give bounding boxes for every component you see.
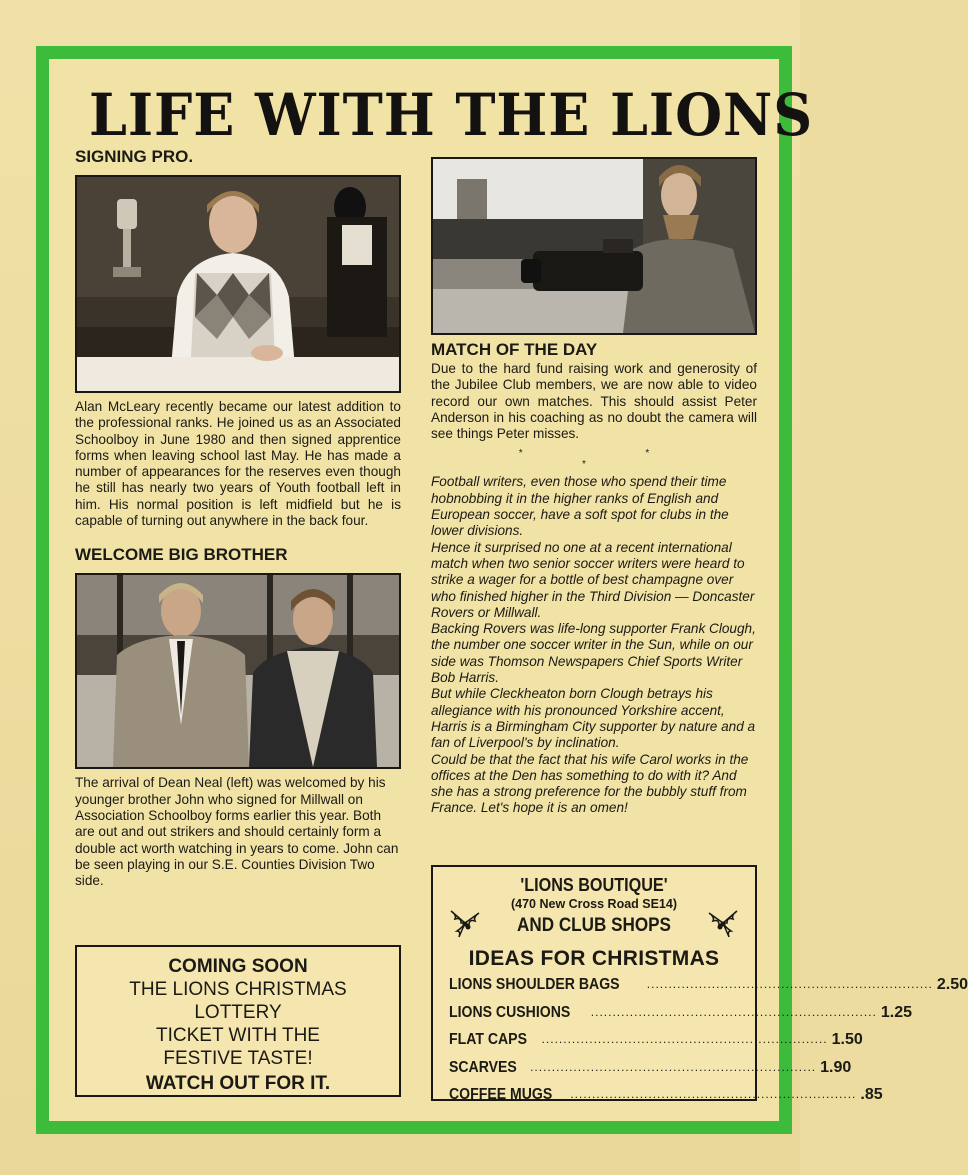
separator: * * * — [518, 448, 710, 471]
item-price: .85 — [860, 1086, 883, 1103]
dot-leader: .................................................................. — [590, 1004, 877, 1019]
story-paragraph-4: But while Cleckheaton born Clough betrays his allegiance with his pronounced Yorkshire accent, Harris is a Birmingham City supporter by nature and a fan of Liverpool's by inclination. — [431, 686, 756, 751]
page-frame — [36, 46, 968, 1134]
item-name: LIONS SHOULDER BAGS — [449, 976, 620, 993]
price-row — [443, 1001, 912, 1029]
item-price: 2.50 — [936, 976, 968, 993]
item-name: SCARVES — [449, 1058, 517, 1076]
match-heading: MATCH OF THE DAY — [431, 340, 598, 359]
price-row — [443, 1083, 883, 1111]
price-list — [443, 973, 968, 1111]
signing-text: Alan McLeary recently became our latest addition to the professional ranks. He joined us as an Associated Schoolboy in June 1980 and then signed apprentice forms when leaving school last May. He has made a number of appearances for the reserves even though he still has nearly two years of Youth football left in him. His normal position is left midfield but he is capable of turning out anywhere in the back four. — [75, 399, 401, 529]
left-column — [75, 147, 401, 889]
item-name: COFFEE MUGS — [449, 1086, 553, 1103]
brother-photo-image — [77, 575, 399, 767]
match-photo-image — [433, 159, 755, 333]
coming-soon-box — [75, 945, 401, 1097]
coming-soon-heading: COMING SOON — [168, 956, 308, 977]
coming-soon-line-2: THE LIONS CHRISTMAS — [129, 979, 347, 1000]
dot-leader: .................................................................. — [530, 1059, 817, 1074]
dot-leader: .................................................................. — [646, 977, 933, 991]
boutique-ideas-heading: IDEAS FOR CHRISTMAS — [468, 947, 720, 970]
price-row — [443, 1056, 852, 1084]
item-price: 1.25 — [880, 1003, 912, 1021]
dot-leader: .................................................................. — [541, 1032, 828, 1046]
brother-photo — [75, 573, 401, 769]
story-paragraph-2: Hence it surprised no one at a recent international match when two senior soccer writers were heard to strike a wager for a bottle of best champagne over who finished higher in the Third Division — Doncaster Rovers or Millwall. — [431, 539, 755, 620]
story-paragraph-5: Could be that the fact that his wife Carol works in the offices at the Den has something to do with it? And she has a strong preference for the bubbly stuff from France. Let's hope it is an omen! — [431, 751, 749, 816]
story-paragraph-1: Football writers, even those who spend their time hobnobbing it in the higher ranks of English and European soccer, have a soft spot for clubs in the lower divisions. — [431, 474, 729, 539]
signing-photo-image — [77, 177, 399, 391]
page-title: LIFE WITH THE LIONS — [89, 81, 814, 149]
coming-soon-line-3: LOTTERY — [194, 1002, 282, 1023]
dot-leader: .................................................................. — [570, 1087, 857, 1101]
coming-soon-line-4: TICKET WITH THE — [156, 1025, 320, 1046]
boutique-address: (470 New Cross Road SE14) — [510, 897, 678, 911]
item-name: FLAT CAPS — [449, 1031, 527, 1048]
match-text: Due to the hard fund raising work and generosity of the Jubilee Club members, we are now able to video record our own matches. This should assist Peter Anderson in his coaching as no doubt the camera will see things Peter misses. — [431, 361, 757, 442]
item-name: LIONS CUSHIONS — [449, 1003, 571, 1021]
boutique-name: 'LIONS BOUTIQUE' — [520, 875, 668, 895]
right-column — [431, 147, 757, 817]
brother-text: The arrival of Dean Neal (left) was welcomed by his younger brother John who signed for Millwall on Association Schoolboy forms earlier this year. Both are out and out strikers and should certainly form a double act worth watching in years to come. John can be seen playing in our S.E. Counties Division Two side. — [75, 775, 399, 889]
boutique-box — [431, 865, 968, 1103]
coming-soon-line-6: WATCH OUT FOR IT. — [145, 1073, 331, 1094]
coming-soon-line-5: FESTIVE TASTE! — [163, 1048, 313, 1069]
match-photo — [431, 157, 757, 335]
price-row — [443, 973, 968, 1001]
signing-heading: SIGNING PRO. — [75, 147, 194, 166]
signing-photo — [75, 175, 401, 393]
price-row — [443, 1028, 863, 1056]
story-paragraph-3: Backing Rovers was life-long supporter Frank Clough, the number one soccer writer in the Sun, while on our side was Thomson Newspapers Chief Sports Writer Bob Harris. — [431, 621, 756, 686]
boutique-shops: AND CLUB SHOPS — [517, 915, 671, 936]
item-price: 1.90 — [820, 1058, 852, 1076]
brother-heading: WELCOME BIG BROTHER — [75, 545, 288, 565]
item-price: 1.50 — [831, 1031, 863, 1048]
